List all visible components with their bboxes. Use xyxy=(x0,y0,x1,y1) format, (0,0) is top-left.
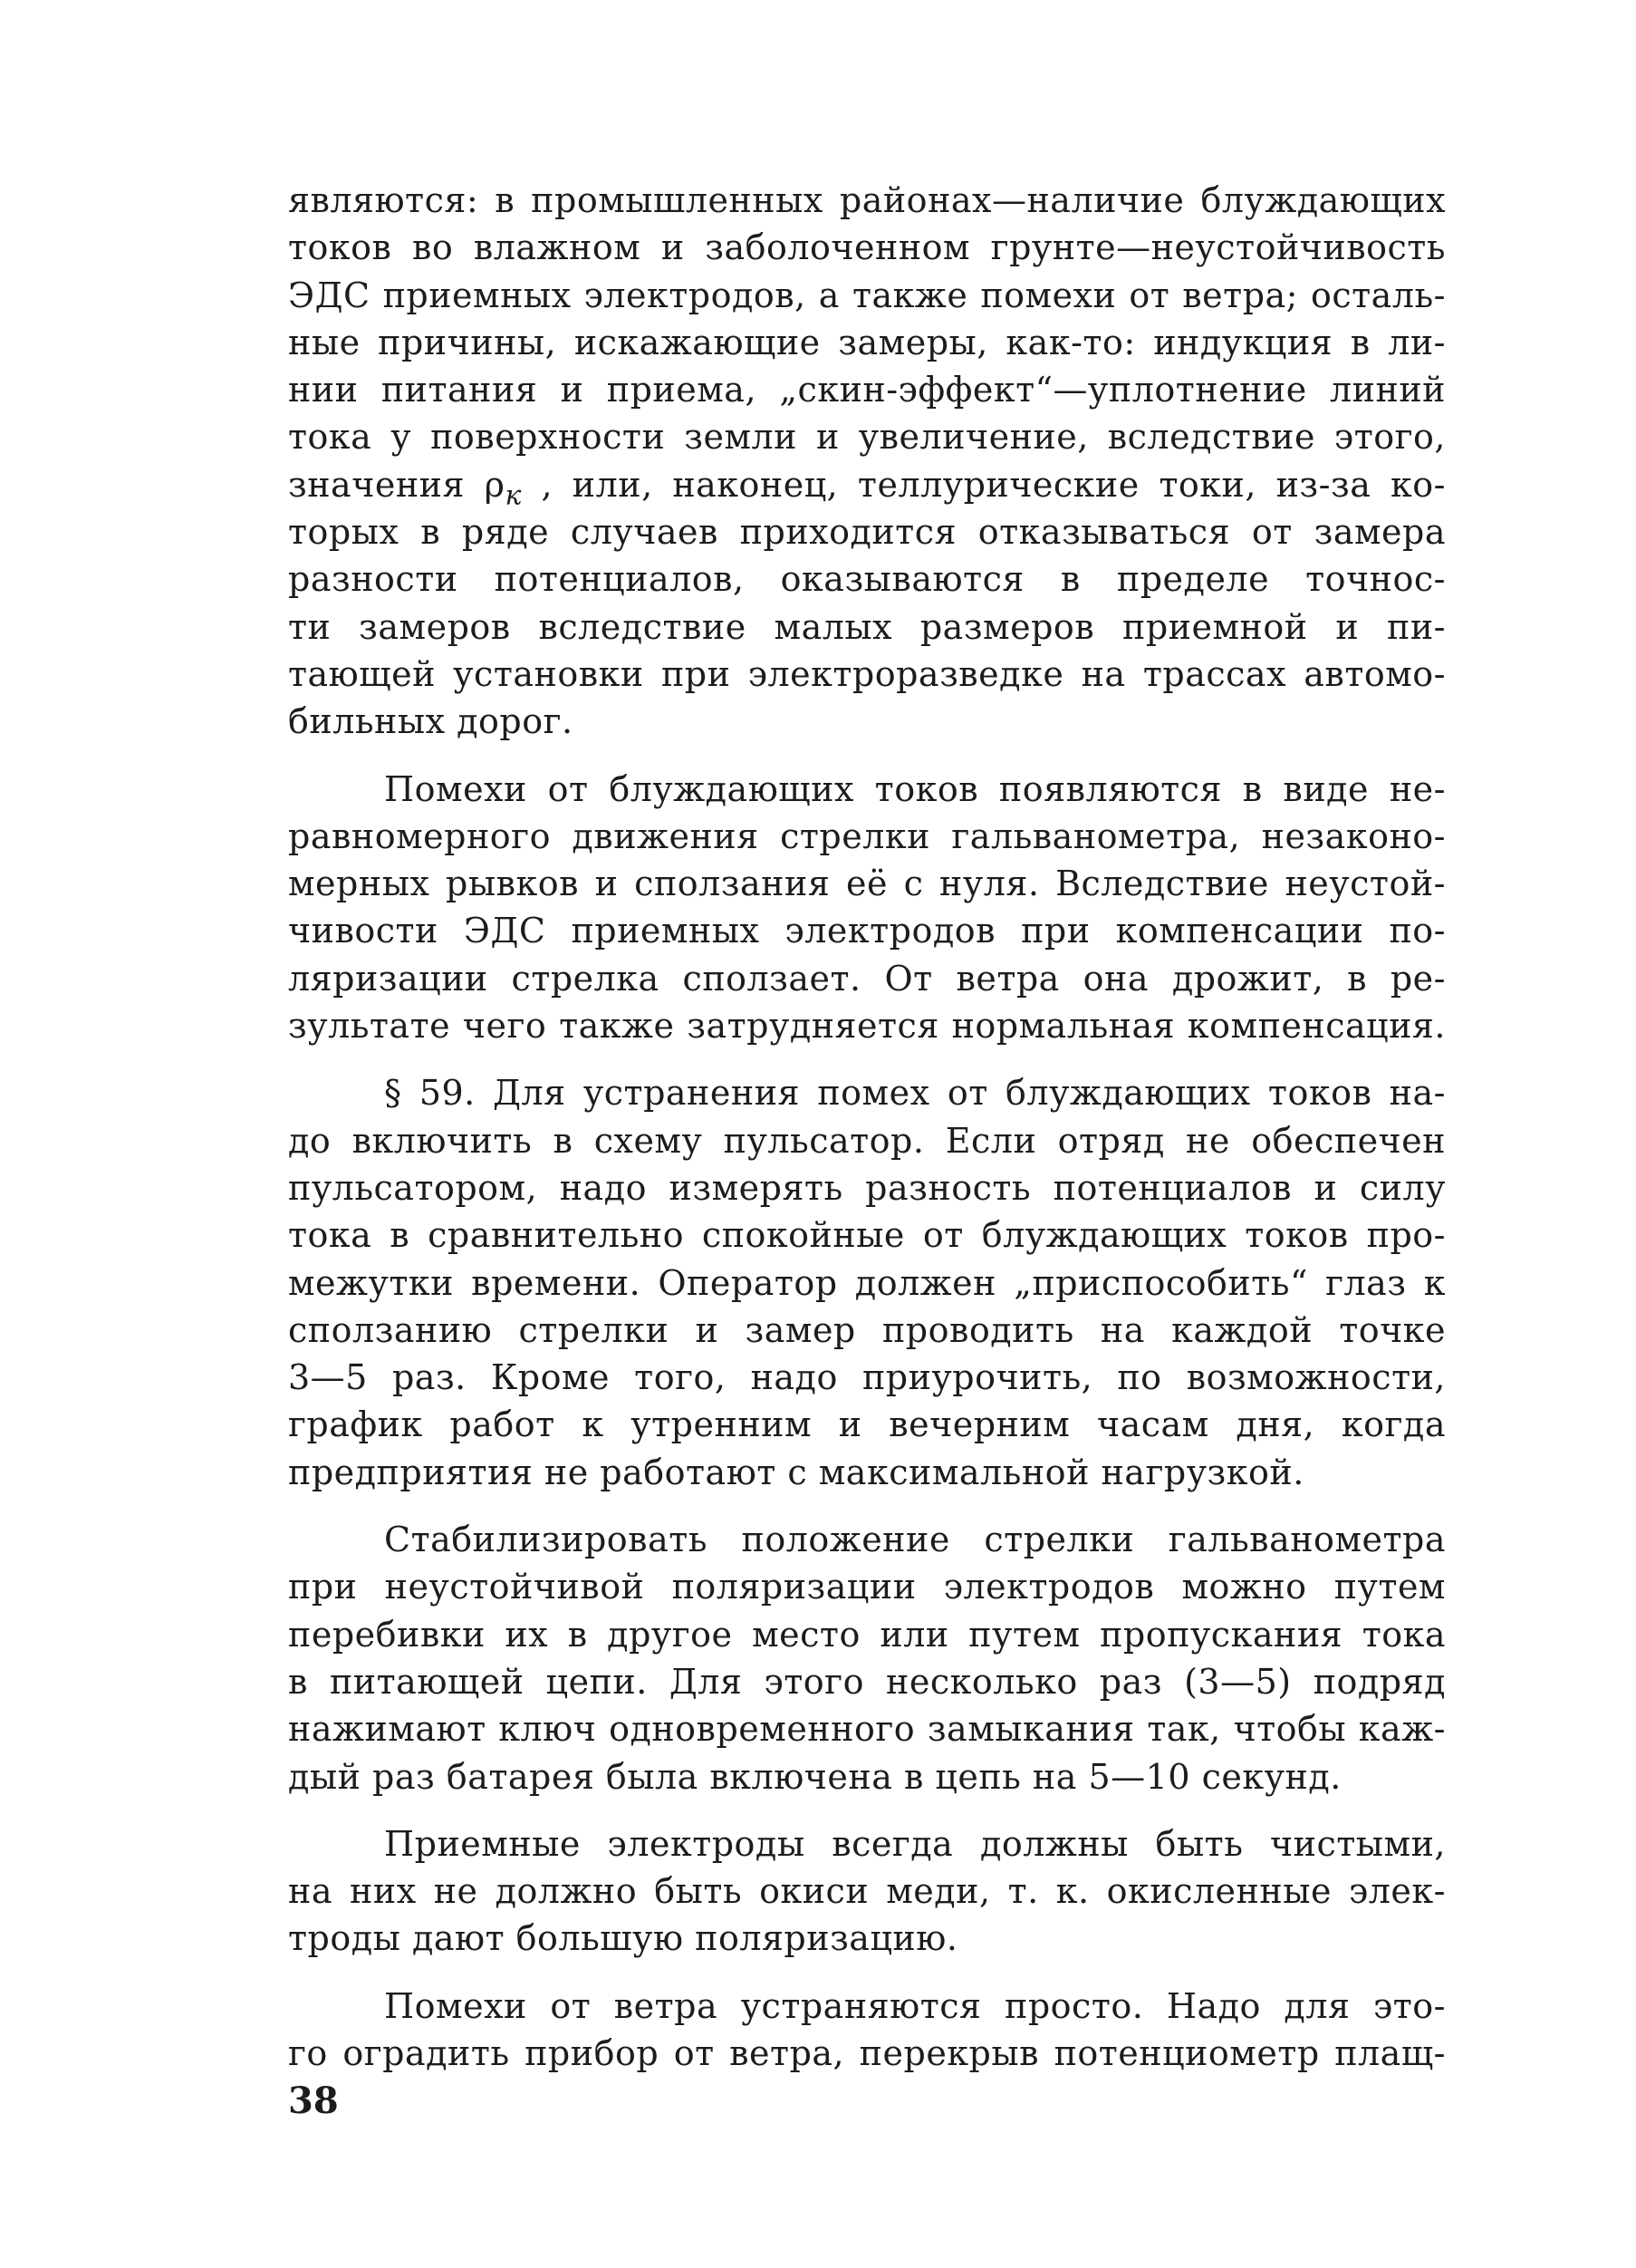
text-line: сползанию стрелки и замер проводить на каждой точке xyxy=(288,1309,1446,1350)
text-line: ляризации стрелка сползает. От ветра она дрожит, в ре- xyxy=(288,958,1446,999)
paragraph xyxy=(288,766,1446,1050)
text-line: Помехи от блуждающих токов появляются в виде не- xyxy=(384,768,1446,809)
text-line: в питающей цепи. Для этого несколько раз (3—5) подряд xyxy=(288,1661,1446,1702)
text-line: чивости ЭДС приемных электродов при компенсации по- xyxy=(288,911,1446,951)
text-line: тающей установки при электроразведке на трассах автомо- xyxy=(288,653,1446,694)
text-line: Приемные электроды всегда должны быть чистыми, xyxy=(384,1823,1446,1864)
paragraph xyxy=(288,1983,1446,2078)
text-line: бильных дорог. xyxy=(288,701,573,742)
text-line: пульсатором, надо измерять разность потенциалов и силу xyxy=(288,1167,1446,1208)
text-line: при неустойчивой поляризации электродов можно путем xyxy=(288,1567,1446,1607)
page-body xyxy=(288,177,1446,2077)
text-line: до включить в схему пульсатор. Если отряд не обеспечен xyxy=(288,1120,1446,1161)
text-line: дый раз батарея была включена в цепь на 5—10 секунд. xyxy=(288,1756,1342,1797)
text-line: предприятия не работают с максимальной нагрузкой. xyxy=(288,1452,1304,1492)
text-line: являются: в промышленных районах—наличие блуждающих xyxy=(288,180,1446,220)
page-number: 38 xyxy=(288,2080,339,2122)
text-line: тока у поверхности земли и увеличение, вследствие этого, xyxy=(288,417,1446,458)
text-line: на них не должно быть окиси меди, т. к. окисленные элек- xyxy=(288,1871,1446,1912)
text-line: равномерного движения стрелки гальванометра, незаконо- xyxy=(288,816,1446,856)
text-line: разности потенциалов, оказываются в пределе точнос- xyxy=(288,559,1446,600)
text-line: токов во влажном и заболоченном грунте—неустойчивость xyxy=(288,227,1446,268)
text-line: зультате чего также затрудняется нормальная компенсация. xyxy=(288,1006,1446,1047)
paragraph xyxy=(288,1820,1446,1963)
text-line: значения $\rho_к$ , или, наконец, теллурические токи, из-за ко- xyxy=(288,464,1446,512)
text-line: ные причины, искажающие замеры, как-то: индукция в ли- xyxy=(288,322,1446,362)
text-line: нии питания и приема, „скин-эффект“—уплотнение линий xyxy=(288,370,1446,410)
text-line: § 59. Для устранения помех от блуждающих токов на- xyxy=(384,1073,1446,1114)
text-line: ти замеров вследствие малых размеров приемной и пи- xyxy=(288,606,1446,647)
text-line: го оградить прибор от ветра, перекрыв потенциометр плащ- xyxy=(288,2032,1446,2073)
paragraph xyxy=(288,177,1446,746)
text-line: Помехи от ветра устраняются просто. Надо для это- xyxy=(384,1985,1446,2026)
text-line: троды дают большую поляризацию. xyxy=(288,1918,958,1959)
text-line: мерных рывков и сползания её с нуля. Вследствие неустой- xyxy=(288,864,1446,904)
text-line: Стабилизировать положение стрелки гальванометра xyxy=(384,1520,1446,1560)
text-line: нажимают ключ одновременного замыкания так, чтобы каж- xyxy=(288,1709,1446,1750)
text-line: ЭДС приемных электродов, а также помехи от ветра; осталь- xyxy=(288,275,1446,315)
paragraph xyxy=(288,1516,1446,1800)
text-line: перебивки их в другое место или путем пропускания тока xyxy=(288,1614,1446,1655)
text-line: тока в сравнительно спокойные от блуждающих токов про- xyxy=(288,1215,1446,1256)
text-line: график работ к утренним и вечерним часам дня, когда xyxy=(288,1404,1446,1445)
text-line: 3—5 раз. Кроме того, надо приурочить, по возможности, xyxy=(288,1357,1446,1398)
paragraph xyxy=(288,1069,1446,1496)
text-line: торых в ряде случаев приходится отказываться от замера xyxy=(288,512,1446,553)
text-line: межутки времени. Оператор должен „приспособить“ глаз к xyxy=(288,1262,1446,1303)
